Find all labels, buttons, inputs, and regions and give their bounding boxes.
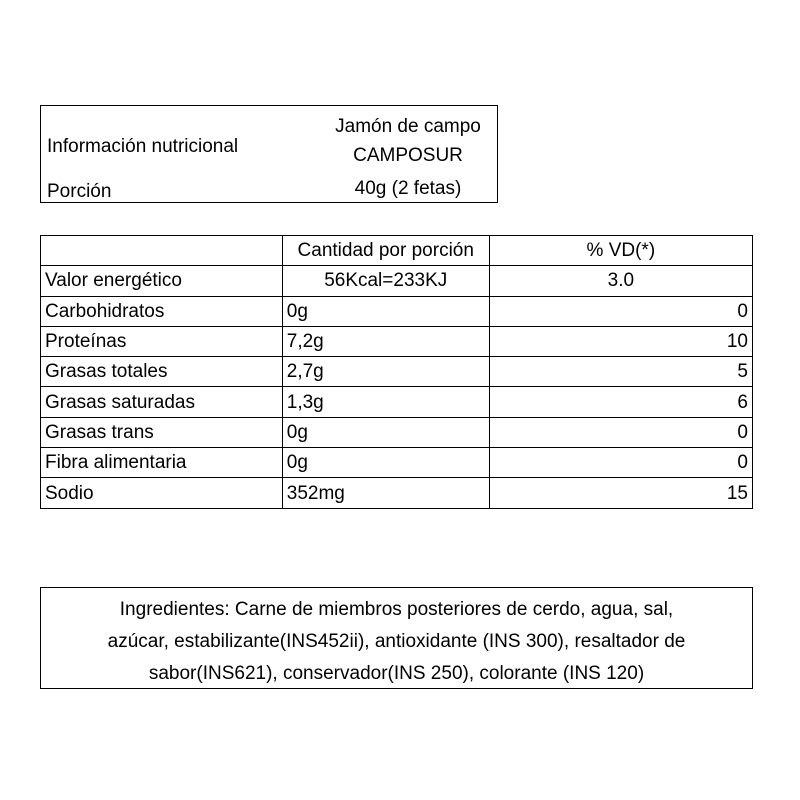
brand-name: CAMPOSUR <box>353 145 463 166</box>
table-row <box>41 417 753 447</box>
nutrient-vd: 10 <box>489 326 752 356</box>
table-row <box>41 266 753 296</box>
table-row <box>41 357 753 387</box>
nutrition-table <box>40 235 753 509</box>
nutrient-vd: 0 <box>489 417 752 447</box>
nutrient-vd: 6 <box>489 387 752 417</box>
nutrient-vd: 0 <box>489 448 752 478</box>
nutrient-name: Fibra alimentaria <box>41 448 283 478</box>
nutrient-qty: 7,2g <box>282 326 489 356</box>
ingredients-line: azúcar, estabilizante(INS452ii), antioxidante (INS 300), resaltador de <box>107 631 686 652</box>
nutrient-qty: 352mg <box>282 478 489 508</box>
nutrient-qty: 0g <box>282 448 489 478</box>
header-cell-name <box>41 236 283 266</box>
nutrient-qty: 2,7g <box>282 357 489 387</box>
portion-value: 40g (2 fetas) <box>354 178 462 199</box>
header-cell-vd: % VD(*) <box>489 236 752 266</box>
table-row <box>41 387 753 417</box>
nutrient-name: Carbohidratos <box>41 296 283 326</box>
table-row <box>41 296 753 326</box>
ingredients-box <box>40 587 753 689</box>
nutrient-qty: 56Kcal=233KJ <box>282 266 489 296</box>
nutrient-name: Grasas saturadas <box>41 387 283 417</box>
nutrient-qty: 1,3g <box>282 387 489 417</box>
nutrient-vd: 0 <box>489 296 752 326</box>
nutrient-qty: 0g <box>282 417 489 447</box>
table-row <box>41 478 753 508</box>
nutrient-name: Grasas trans <box>41 417 283 447</box>
header-cell-qty: Cantidad por porción <box>282 236 489 266</box>
nutrient-vd: 3.0 <box>489 266 752 296</box>
ingredients-line: Ingredientes: Carne de miembros posteriores de cerdo, agua, sal, <box>119 599 674 620</box>
nutrient-name: Proteínas <box>41 326 283 356</box>
product-header-box <box>40 105 498 203</box>
nutrient-name: Grasas totales <box>41 357 283 387</box>
nutrient-vd: 15 <box>489 478 752 508</box>
nutrient-name: Valor energético <box>41 266 283 296</box>
nutrient-vd: 5 <box>489 357 752 387</box>
nutrient-qty: 0g <box>282 296 489 326</box>
table-header-row <box>41 236 753 266</box>
nutrient-name: Sodio <box>41 478 283 508</box>
table-row <box>41 326 753 356</box>
table-row <box>41 448 753 478</box>
ingredients-line: sabor(INS621), conservador(INS 250), colorante (INS 120) <box>148 663 645 684</box>
product-name: Jamón de campo <box>335 116 481 137</box>
nutrition-info-label: Información nutricional <box>47 136 239 157</box>
portion-label: Porción <box>47 181 112 202</box>
